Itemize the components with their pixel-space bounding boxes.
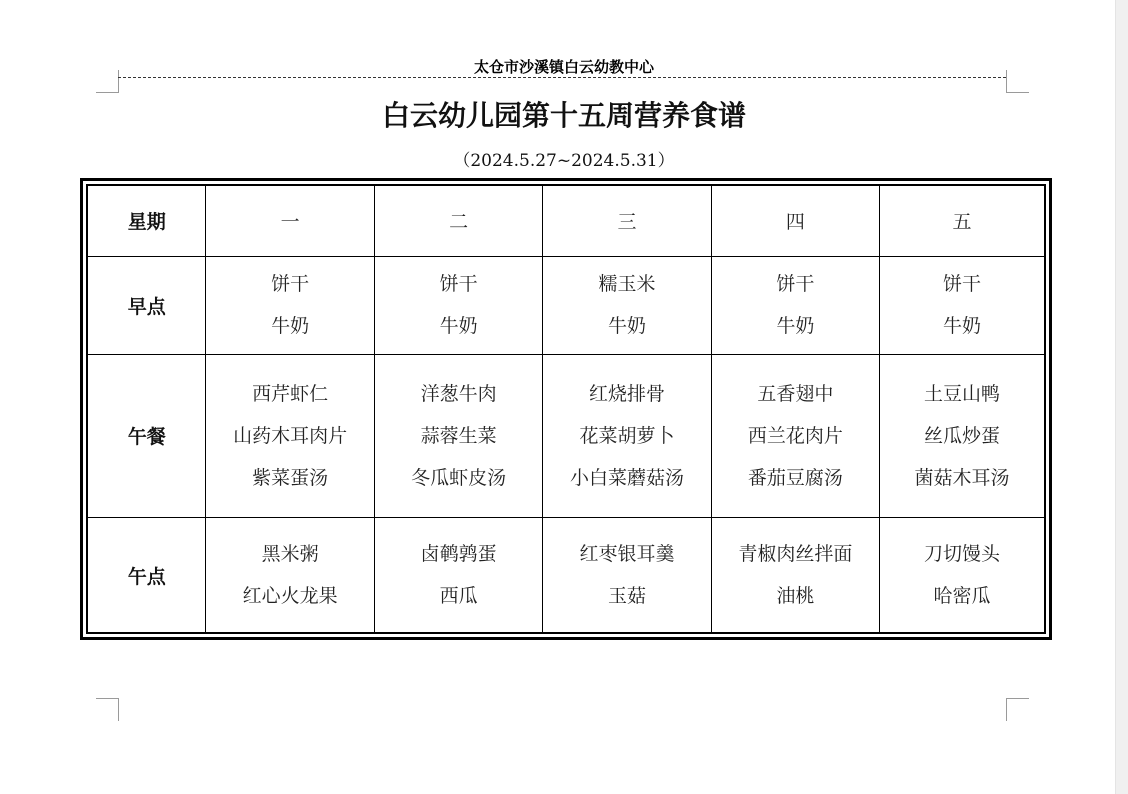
dish-item: 五香翅中 <box>757 382 834 405</box>
menu-cell <box>374 354 542 518</box>
menu-table <box>86 184 1046 634</box>
dish-item: 西瓜 <box>439 585 478 608</box>
day-header: 二 <box>374 185 542 256</box>
dish-item: 黑米粥 <box>261 543 319 566</box>
dish-item: 紫菜蛋汤 <box>252 466 329 489</box>
dish-item: 小白菜蘑菇汤 <box>569 466 684 489</box>
menu-cell <box>206 518 374 633</box>
day-header: 一 <box>206 185 374 256</box>
header-divider <box>118 77 1006 78</box>
menu-cell <box>880 354 1045 518</box>
menu-cell <box>711 518 879 633</box>
dish-item: 牛奶 <box>439 315 478 338</box>
table-row-breakfast <box>87 256 1045 354</box>
menu-cell <box>880 518 1045 633</box>
dish-item: 哈密瓜 <box>933 585 991 608</box>
page-header: 太仓市沙溪镇白云幼教中心 <box>473 58 654 76</box>
dish-item: 蒜蓉生菜 <box>420 424 497 447</box>
dish-item: 红枣银耳羹 <box>579 543 675 566</box>
dish-item: 洋葱牛肉 <box>420 382 497 405</box>
dish-item: 牛奶 <box>607 315 646 338</box>
dish-item: 牛奶 <box>271 315 310 338</box>
dish-item: 玉菇 <box>607 585 646 608</box>
table-row-afternoon-snack <box>87 518 1045 633</box>
table-header-row <box>87 185 1045 256</box>
table-row-lunch <box>87 354 1045 518</box>
dish-item: 冬瓜虾皮汤 <box>411 466 507 489</box>
dish-item: 菌菇木耳汤 <box>914 466 1010 489</box>
menu-cell <box>543 256 711 354</box>
dish-item: 糯玉米 <box>598 273 656 296</box>
margin-corner-bottom-left <box>96 698 119 721</box>
dish-item: 牛奶 <box>943 315 982 338</box>
day-header: 四 <box>711 185 879 256</box>
dish-item: 西芹虾仁 <box>252 382 329 405</box>
menu-cell <box>206 354 374 518</box>
dish-item: 刀切馒头 <box>924 543 1001 566</box>
margin-corner-bottom-right <box>1006 698 1029 721</box>
dish-item: 花菜胡萝卜 <box>579 424 675 447</box>
dish-item: 土豆山鸭 <box>924 382 1001 405</box>
dish-item: 山药木耳肉片 <box>233 424 348 447</box>
menu-cell <box>374 256 542 354</box>
menu-table-frame <box>80 178 1052 640</box>
dish-item: 红心火龙果 <box>242 585 338 608</box>
menu-cell <box>880 256 1045 354</box>
dish-item: 饼干 <box>943 273 982 296</box>
menu-cell <box>206 256 374 354</box>
day-header: 三 <box>543 185 711 256</box>
dish-item: 青椒肉丝拌面 <box>738 543 853 566</box>
dish-item: 丝瓜炒蛋 <box>924 424 1001 447</box>
dish-item: 饼干 <box>776 273 815 296</box>
dish-item: 油桃 <box>776 585 815 608</box>
dish-item: 牛奶 <box>776 315 815 338</box>
menu-cell <box>711 256 879 354</box>
date-range: （2024.5.27~2024.5.31） <box>453 151 675 171</box>
menu-cell <box>711 354 879 518</box>
meal-label: 午餐 <box>87 354 206 518</box>
dish-item: 红烧排骨 <box>588 382 665 405</box>
menu-cell <box>543 518 711 633</box>
dish-item: 卤鹌鹑蛋 <box>420 543 497 566</box>
meal-label: 早点 <box>87 256 206 354</box>
meal-label: 午点 <box>87 518 206 633</box>
dish-item: 饼干 <box>271 273 310 296</box>
menu-cell <box>374 518 542 633</box>
menu-cell <box>543 354 711 518</box>
document-title: 白云幼儿园第十五周营养食谱 <box>381 99 746 132</box>
dish-item: 番茄豆腐汤 <box>747 466 843 489</box>
weekday-header: 星期 <box>87 185 206 256</box>
dish-item: 西兰花肉片 <box>747 424 843 447</box>
day-header: 五 <box>880 185 1045 256</box>
dish-item: 饼干 <box>439 273 478 296</box>
